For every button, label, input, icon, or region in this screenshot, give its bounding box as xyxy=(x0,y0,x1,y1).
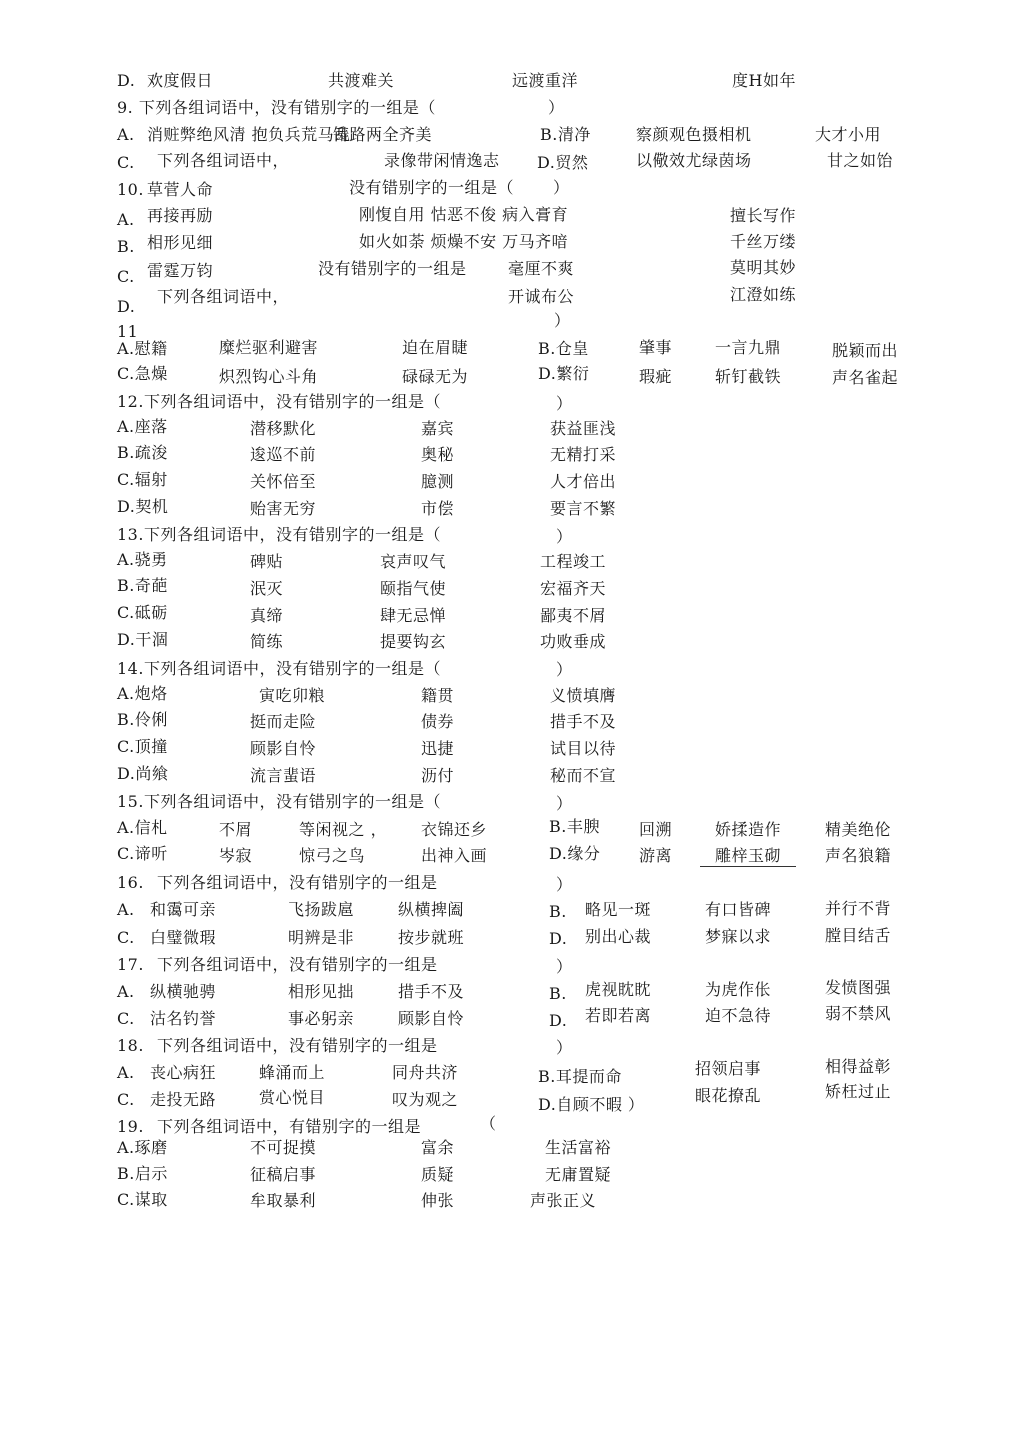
text-line: 碌碌无为 xyxy=(402,367,469,386)
text-line: 人才倍出 xyxy=(550,472,617,491)
text-line: D. xyxy=(117,71,136,90)
text-line: 糜烂驱利避害 xyxy=(219,338,319,357)
text-line: C.顶撞 xyxy=(117,737,168,756)
text-line: 事必躬亲 xyxy=(288,1009,355,1028)
text-line: 伸张 xyxy=(421,1191,455,1210)
text-line: 若即若离 xyxy=(585,1006,652,1025)
text-line: 有口皆碑 xyxy=(705,900,772,919)
text-line: 相形见拙 xyxy=(288,982,355,1001)
text-line: 娇揉造作 xyxy=(715,820,782,839)
text-line: ） xyxy=(548,98,565,117)
text-line: 略见一斑 xyxy=(585,900,652,919)
text-line: 招领启事 xyxy=(695,1059,762,1078)
text-line: 下列各组词语中， xyxy=(157,151,290,170)
text-line: 录像带闲情逸志 xyxy=(384,151,500,170)
text-line: 沽名钓誉 xyxy=(150,1009,217,1028)
text-line: 声张正义 xyxy=(530,1191,597,1210)
text-line: ） xyxy=(556,957,573,976)
text-line: 度H如年 xyxy=(732,71,796,90)
text-line: 工程竣工 xyxy=(540,552,607,571)
text-line: A.慰籍 xyxy=(117,339,168,358)
text-line: 和霭可亲 xyxy=(150,900,217,919)
text-line: 开诚布公 xyxy=(508,287,575,306)
text-line: C. xyxy=(117,267,135,286)
text-line: 下列各组词语中，没有错别字的一组是 xyxy=(157,1036,438,1055)
text-line: 毫厘不爽 xyxy=(508,259,575,278)
text-line: 虎视眈眈 xyxy=(585,980,652,999)
text-line: 共渡难关 xyxy=(328,71,395,90)
text-line: 远渡重洋 xyxy=(512,71,579,90)
text-line: 宏福齐天 xyxy=(540,579,607,598)
text-line: 回溯 xyxy=(639,820,673,839)
text-line: D.繁衍 xyxy=(538,364,590,383)
text-line: 奥秘 xyxy=(421,445,455,464)
text-line: 下列各组词语中，没有错别字的一组是 xyxy=(157,873,438,892)
text-line: C.砥砺 xyxy=(117,603,168,622)
text-line: 没有错别字的一组是（ xyxy=(349,178,515,197)
text-line: ） xyxy=(556,394,573,413)
text-line: 下列各组词语中，有错别字的一组是 xyxy=(157,1117,422,1136)
text-line: ） xyxy=(554,311,571,330)
text-line: C. xyxy=(117,1090,135,1109)
text-line: 精美绝伦 xyxy=(825,820,892,839)
text-line: 膛目结舌 xyxy=(825,926,892,945)
text-line: 顾影自怜 xyxy=(398,1009,465,1028)
text-line: 措手不及 xyxy=(398,982,465,1001)
text-line: D.契机 xyxy=(117,497,169,516)
text-line: 草菅人命 xyxy=(147,180,214,199)
text-line: A.骁勇 xyxy=(117,550,168,569)
text-line: 顾影自怜 xyxy=(250,739,317,758)
text-line: 11 xyxy=(117,322,139,341)
text-line: A. xyxy=(117,982,135,1001)
text-line: B.奇葩 xyxy=(117,576,168,595)
text-line: 富余 xyxy=(421,1138,455,1157)
text-line: 迫在眉睫 xyxy=(402,338,469,357)
text-line: 消赃弊绝风清 抱负兵荒马乱 xyxy=(147,125,351,144)
text-line: B. xyxy=(549,902,567,921)
text-line: 简练 xyxy=(250,632,284,651)
text-line: 相形见细 xyxy=(147,233,214,252)
text-line: 碑贴 xyxy=(250,552,284,571)
text-line: 飞扬跋扈 xyxy=(288,900,355,919)
text-line: B.耳提而命 xyxy=(538,1067,622,1086)
text-line: D.缘分 xyxy=(549,844,601,863)
text-line: （ xyxy=(480,1114,497,1133)
text-line: 颐指气使 xyxy=(380,579,447,598)
text-line: 16. xyxy=(117,873,144,892)
text-line: ） xyxy=(556,875,573,894)
text-line: 13.下列各组词语中，没有错别字的一组是（ xyxy=(117,525,441,544)
text-line: 并行不背 xyxy=(825,899,892,918)
text-line: 白璧微瑕 xyxy=(150,928,217,947)
text-line: 10. xyxy=(117,180,144,199)
text-line: 不屑 xyxy=(219,820,253,839)
text-line: 真缔 xyxy=(250,606,284,625)
text-line: 迅捷 xyxy=(421,739,455,758)
text-line: 出神入画 xyxy=(421,846,488,865)
text-line: 叹为观之 xyxy=(392,1090,459,1109)
text-line: ） xyxy=(556,1038,573,1057)
text-line: 岑寂 xyxy=(219,846,253,865)
text-line: 赏心悦目 xyxy=(259,1088,326,1107)
text-line: 关怀倍至 xyxy=(250,472,317,491)
text-line: 纵横捭阖 xyxy=(398,900,465,919)
text-line: 提要钩玄 xyxy=(380,632,447,651)
text-line: 籍贯 xyxy=(421,686,455,705)
text-line: 生活富裕 xyxy=(545,1138,612,1157)
text-line: 无精打采 xyxy=(550,445,617,464)
text-line: 发愤图强 xyxy=(825,978,892,997)
text-line: 按步就班 xyxy=(398,928,465,947)
text-line: 莫明其妙 xyxy=(730,258,797,277)
text-line: B.疏浚 xyxy=(117,443,168,462)
text-line: C.谛听 xyxy=(117,844,168,863)
text-line: 肆无忌惮 xyxy=(380,606,447,625)
text-line: 无庸置疑 xyxy=(545,1165,612,1184)
text-line: 沥付 xyxy=(421,766,455,785)
text-line: 游离 xyxy=(639,846,673,865)
text-line: 炽烈钩心斗角 xyxy=(219,367,319,386)
text-line: 擅长写作 xyxy=(730,206,797,225)
text-line: A. xyxy=(117,210,135,229)
text-line: 寅吃卯粮 xyxy=(259,686,326,705)
text-line: 下列各组词语中， xyxy=(157,287,290,306)
text-line: D. xyxy=(549,1011,568,1030)
text-line: 铸路两全齐美 xyxy=(333,125,433,144)
text-line: 质疑 xyxy=(421,1165,455,1184)
text-line: B.清净 xyxy=(540,125,591,144)
text-line: 纵横驰骋 xyxy=(150,982,217,1001)
text-line: C. xyxy=(117,153,135,172)
text-line: D.自顾不暇 ） xyxy=(538,1095,645,1114)
text-line: 潜移默化 xyxy=(250,419,317,438)
text-line: 9. 下列各组词语中，没有错别字的一组是（ xyxy=(117,98,436,117)
text-line: 蜂涌而上 xyxy=(259,1063,326,1082)
text-line: C. xyxy=(117,928,135,947)
text-line: ） xyxy=(553,178,570,197)
text-line: ） xyxy=(556,660,573,679)
text-line: 弱不禁风 xyxy=(825,1004,892,1023)
text-line: 再接再励 xyxy=(147,206,214,225)
text-line: 一言九鼎 xyxy=(715,338,782,357)
text-line: 甘之如饴 xyxy=(827,151,894,170)
text-line: 别出心裁 xyxy=(585,927,652,946)
text-line: 刚愎自用 怙恶不俊 病入膏育 xyxy=(359,205,569,224)
text-line: 明辨是非 xyxy=(288,928,355,947)
text-line: 眼花撩乱 xyxy=(695,1086,762,1105)
text-line: 走投无路 xyxy=(150,1090,217,1109)
text-line: 19. xyxy=(117,1117,144,1136)
text-line: 18. xyxy=(117,1036,144,1055)
text-line: 声名雀起 xyxy=(832,368,899,387)
text-line: C.谋取 xyxy=(117,1190,168,1209)
text-line: C. xyxy=(117,1009,135,1028)
text-line: 梦寐以求 xyxy=(705,927,772,946)
text-line: 试目以待 xyxy=(550,739,617,758)
text-line: A. xyxy=(117,125,135,144)
text-line: 泯灭 xyxy=(250,579,284,598)
text-line: B. xyxy=(117,237,135,256)
text-line: 15.下列各组词语中，没有错别字的一组是（ xyxy=(117,792,441,811)
text-line: 雷霆万钧 xyxy=(147,261,214,280)
text-line: 为虎作伥 xyxy=(705,980,772,999)
text-line: 千丝万缕 xyxy=(730,232,797,251)
text-line: 矫枉过止 xyxy=(825,1082,892,1101)
text-line: 衣锦还乡 xyxy=(421,820,488,839)
text-line: 臆测 xyxy=(421,472,455,491)
text-line: B.仓皇 xyxy=(538,339,589,358)
text-line: D. xyxy=(549,929,568,948)
text-line: 嘉宾 xyxy=(421,419,455,438)
text-line: 贻害无穷 xyxy=(250,499,317,518)
text-line: 义愤填膺 xyxy=(550,686,617,705)
text-line: D. xyxy=(117,297,136,316)
text-line: 下列各组词语中，没有错别字的一组是 xyxy=(157,955,438,974)
text-line: 瑕疵 xyxy=(639,367,673,386)
text-line: 以儆效尤绿茵场 xyxy=(636,151,752,170)
text-line: 同舟共济 xyxy=(392,1063,459,1082)
text-line: 要言不繁 xyxy=(550,499,617,518)
text-line: 17. xyxy=(117,955,144,974)
text-line: A.炮烙 xyxy=(117,684,168,703)
text-line: 惊弓之鸟 xyxy=(299,846,366,865)
text-line: 大才小用 xyxy=(815,125,882,144)
text-line: 迫不急待 xyxy=(705,1006,772,1025)
text-line: 逡巡不前 xyxy=(250,445,317,464)
text-line: 等闲视之 ， xyxy=(299,820,388,839)
text-line: 获益匪浅 xyxy=(550,419,617,438)
text-line: 江澄如练 xyxy=(730,285,797,304)
text-line: 丧心病狂 xyxy=(150,1063,217,1082)
text-line: 声名狼籍 xyxy=(825,846,892,865)
text-line: 征稿启事 xyxy=(250,1165,317,1184)
text-line: 察颜观色摄相机 xyxy=(636,125,752,144)
text-line: 如火如荼 烦燥不安 万马齐喑 xyxy=(359,232,569,251)
text-line: 流言蜚语 xyxy=(250,766,317,785)
text-line: 没有错别字的一组是 xyxy=(318,259,467,278)
text-line: A.座落 xyxy=(117,417,168,436)
text-line: 不可捉摸 xyxy=(250,1138,317,1157)
text-line: 雕梓玉砌 xyxy=(715,846,782,865)
text-line: ） xyxy=(556,794,573,813)
text-line: B.丰腴 xyxy=(549,817,600,836)
text-line: 肇事 xyxy=(639,338,673,357)
text-line: A.琢磨 xyxy=(117,1138,168,1157)
text-line: B. xyxy=(549,984,567,1003)
text-line: 斩钉截铁 xyxy=(715,367,782,386)
text-line: 脱颖而出 xyxy=(832,341,899,360)
text-line: 措手不及 xyxy=(550,712,617,731)
text-line: A. xyxy=(117,900,135,919)
text-line: 债券 xyxy=(421,712,455,731)
text-line: 牟取暴利 xyxy=(250,1191,317,1210)
text-line: B.启示 xyxy=(117,1164,168,1183)
text-line: 秘而不宣 xyxy=(550,766,617,785)
text-line: B.伶俐 xyxy=(117,710,168,729)
text-line: D.尚飨 xyxy=(117,764,169,783)
text-line: A. xyxy=(117,1063,135,1082)
text-line: A.信札 xyxy=(117,818,168,837)
text-line: 相得益彰 xyxy=(825,1057,892,1076)
text-line: 挺而走险 xyxy=(250,712,317,731)
text-line: 14.下列各组词语中，没有错别字的一组是（ xyxy=(117,659,441,678)
text-line: C.急燥 xyxy=(117,364,168,383)
text-line: 鄙夷不屑 xyxy=(540,606,607,625)
text-line: ） xyxy=(556,527,573,546)
text-line: D.贸然 xyxy=(537,153,589,172)
text-line: 12.下列各组词语中，没有错别字的一组是（ xyxy=(117,392,441,411)
text-line: C.辐射 xyxy=(117,470,168,489)
text-line: 功败垂成 xyxy=(540,632,607,651)
text-line: 市偿 xyxy=(421,499,455,518)
underline-mark xyxy=(700,866,796,867)
text-line: D.干涸 xyxy=(117,630,169,649)
text-line: 欢度假日 xyxy=(147,71,214,90)
text-line: 哀声叹气 xyxy=(380,552,447,571)
